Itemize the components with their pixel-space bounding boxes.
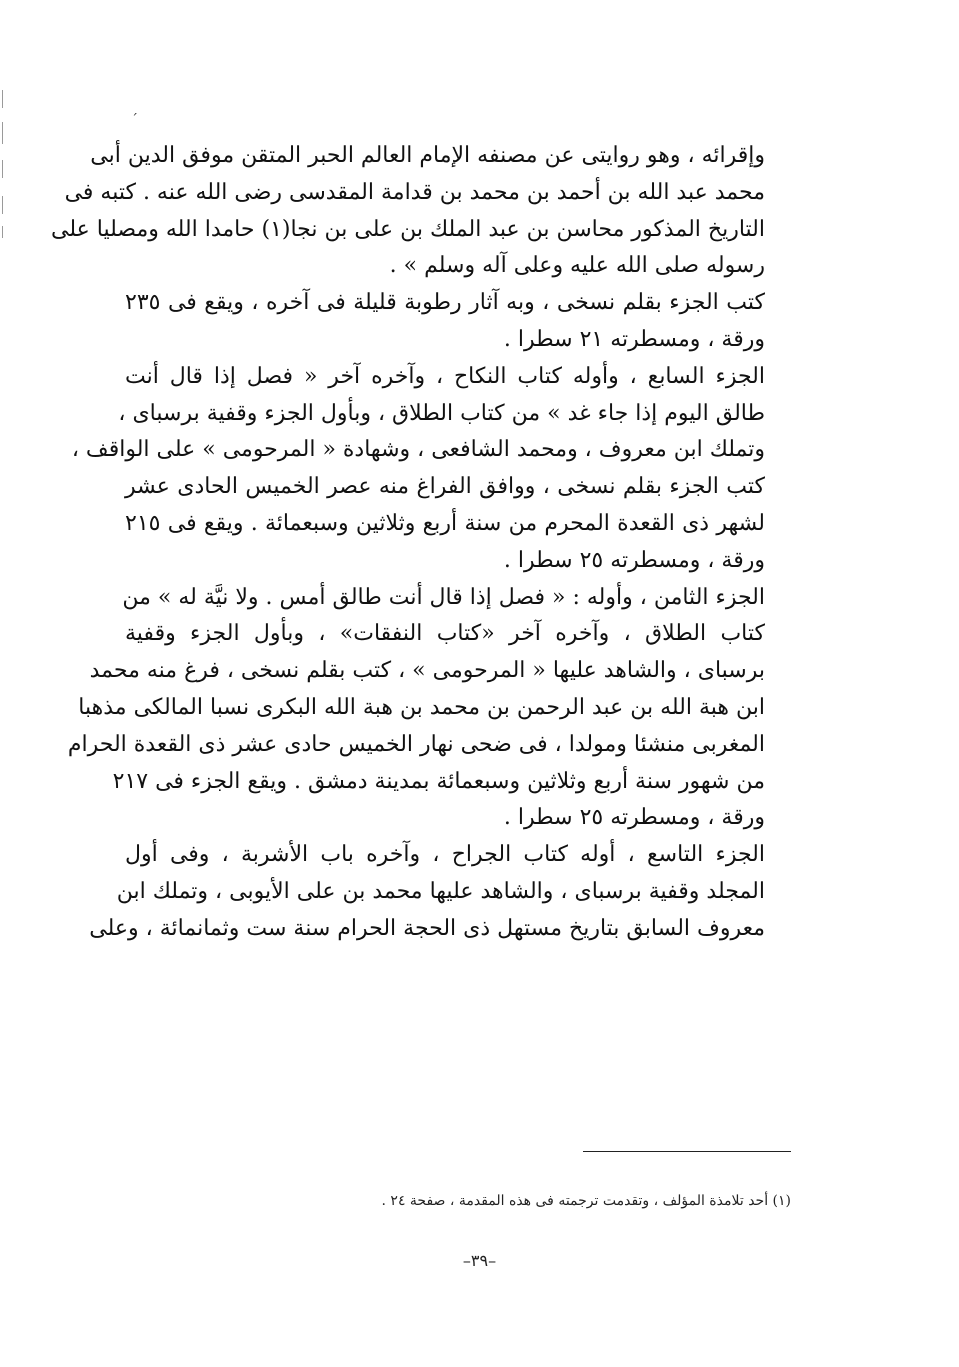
- text-line: محمد عبد الله بن أحمد بن محمد بن قدامة المقدسى رضى الله عنه . كتبه فى: [64, 179, 765, 205]
- text-line: معروف السابق بتاريخ مستهل ذى الحجة الحرام سنة ست وثمانمائة ، وعلى: [89, 915, 765, 941]
- text-line: الجزء السابع ، وأوله كتاب النكاح ، وآخره آخر « فصل إذا قال أنت: [125, 363, 765, 389]
- scan-edge-mark: [2, 196, 3, 214]
- text-line: طالق اليوم إذا جاء غد » من كتاب الطلاق ، وبأول الجزء وقفية برسباى ،: [118, 400, 765, 426]
- text-line: المجلد وقفية برسباى ، والشاهد عليها محمد بن على الأيوبى ، وتملك ابن: [116, 878, 765, 904]
- scan-edge-mark: [2, 122, 3, 144]
- text-line: وإقرائه ، وهو روايتى عن مصنفه الإمام العالم الحبر المتقن موفق الدين أبى: [90, 143, 765, 168]
- footnote-divider: [583, 1151, 791, 1152]
- text-line: الجزء التاسع ، أوله كتاب الجراح ، وآخره باب الأشربة ، وفى أول: [125, 842, 765, 868]
- paragraph: [51, 138, 765, 285]
- paragraph: [125, 285, 765, 359]
- text-line: ورقة ، ومسطرته ٢٥ سطرا .: [503, 547, 765, 573]
- text-line: المغربى منشئا ومولدا ، فى ضحى نهار الخميس حادى عشر ذى القعدة الحرام: [67, 731, 765, 757]
- text-line: ورقة ، ومسطرته ٢١ سطرا .: [503, 326, 765, 352]
- scan-edge-mark: [2, 226, 3, 238]
- text-line: برسباى ، والشاهد عليها « المرحومى » ، كتب بقلم نسخى ، فرغ منه محمد: [89, 658, 765, 684]
- text-line: من شهور سنة أربع وثلاثين وسبعمائة بمدينة دمشق . ويقع الجزء فى ٢١٧: [112, 768, 765, 794]
- scan-tick-mark: ´: [131, 112, 138, 128]
- paragraph: [67, 580, 765, 838]
- text-line: رسوله صلى الله عليه وعلى آله وسلم » .: [389, 253, 765, 279]
- paragraph: [89, 837, 765, 947]
- body-text: [51, 138, 765, 948]
- text-line: وتملك ابن معروف ، ومحمد الشافعى ، وشهادة « المرحومى » على الواقف ،: [71, 437, 765, 463]
- text-line: ورقة ، ومسطرته ٢٥ سطرا .: [503, 805, 765, 831]
- text-line: ابن هبة الله بن عبد الرحمن بن محمد بن هبة الله البكرى نسبا المالكى مذهبا: [78, 694, 765, 720]
- text-line: كتاب الطلاق ، وآخره آخر «كتاب النفقات» ، وبأول الجزء وقفية: [125, 621, 765, 647]
- text-line: كتب الجزء بقلم نسخى ، وبه آثار رطوبة قليلة فى آخره ، ويقع فى ٢٣٥: [125, 290, 765, 316]
- page-number: –٣٩–: [462, 1251, 497, 1270]
- text-line: كتب الجزء بقلم نسخى ، ووافق الفراغ منه عصر الخميس الحادى عشر: [125, 474, 765, 500]
- paragraph: [71, 359, 765, 580]
- footnote: (١) أحد تلامذة المؤلف ، وتقدمت ترجمته فى هذه المقدمة ، صفحة ٢٤ .: [381, 1193, 791, 1209]
- scan-edge-mark: [2, 160, 3, 178]
- text-line: لشهر ذى القعدة المحرم من سنة أربع وثلاثين وسبعمائة . ويقع فى ٢١٥: [125, 510, 765, 536]
- scan-edge-mark: [2, 90, 3, 108]
- text-line: التاريخ المذكور محاسن بن عبد الملك بن على بن نجا(١) حامدا الله ومصليا على: [51, 216, 765, 242]
- text-line: الجزء الثامن ، وأوله : « فصل إذا قال أنت طالق أمس . ولا نيَّة له » من: [122, 584, 765, 610]
